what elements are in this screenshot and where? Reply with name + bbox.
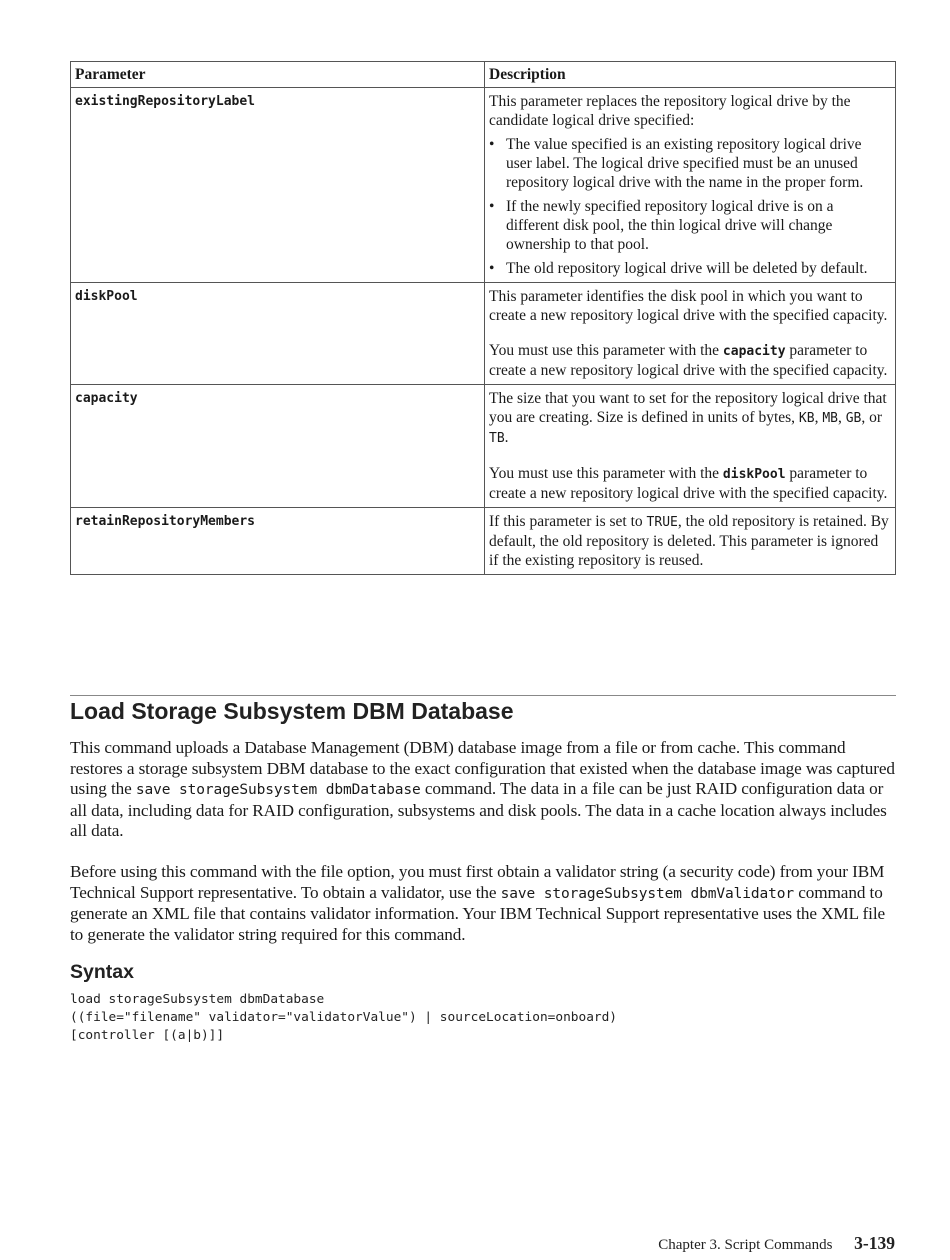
inline-code: capacity [722, 344, 786, 359]
inline-code: TB [489, 431, 505, 446]
parameter-description: If this parameter is set to TRUE, the old repository is retained. By default, the old repository is deleted. This parameter is ignored if the existing repository is reused. [485, 508, 896, 575]
parameter-table [70, 61, 896, 575]
description-intro: This parameter replaces the repository logical drive by the candidate logical drive specified: [489, 93, 851, 129]
inline-code: KB [798, 411, 815, 426]
table-row [71, 283, 896, 385]
inline-code: save storageSubsystem dbmValidator [500, 885, 795, 902]
bullet-icon: • [489, 136, 495, 153]
chapter-title: Chapter 3. Script Commands [658, 1237, 833, 1253]
parameter-table-container [70, 61, 896, 575]
inline-code: save storageSubsystem dbmDatabase [135, 782, 421, 798]
section-title: Load Storage Subsystem DBM Database [70, 698, 514, 724]
parameter-name: existingRepositoryLabel [71, 88, 485, 283]
list-item: • The old repository logical drive will be deleted by default. [489, 260, 868, 277]
parameter-name: diskPool [71, 283, 485, 385]
inline-code: TRUE [646, 515, 678, 530]
page-number: 3-139 [854, 1233, 895, 1253]
section-paragraph-1: This command uploads a Database Management (DBM) database image from a file or from cache. This command restores a storage subsystem DBM database to the exact configuration that existed when the database image was captured using the save storageSubsystem dbmDatabase command. The data in a file can be just RAID configuration data or all data, including data for RAID configuration, subsystems and disk pools. The data in a cache location always includes all data. [70, 738, 895, 840]
code-line: ((file="filename" validator="validatorValue") | sourceLocation=onboard) [70, 1010, 618, 1025]
section-divider [70, 695, 896, 696]
section-paragraph-2: Before using this command with the file option, you must first obtain a validator string (a security code) from your IBM Technical Support representative. To obtain a validator, use the save storageSubsystem dbmValidator command to generate an XML file that contains validator information. Your IBM Technical Support representative uses the XML file to generate the validator string required for this command. [70, 862, 886, 944]
code-line: [controller [(a|b)]] [70, 1028, 225, 1043]
inline-code: GB [845, 411, 862, 426]
list-item: • If the newly specified repository logical drive is on a different disk pool, the thin logical drive will change ownership to that pool. [489, 198, 834, 253]
table-header-row [71, 62, 896, 88]
bullet-icon: • [489, 198, 495, 215]
page-footer [658, 1233, 895, 1254]
syntax-code-block [70, 991, 617, 1045]
syntax-heading: Syntax [70, 961, 134, 983]
column-header-description: Description [485, 62, 896, 88]
list-item: • The value specified is an existing repository logical drive user label. The logical drive specified must be an unused repository logical drive with the name in the proper form. [489, 136, 864, 191]
description-bullet-list [489, 135, 890, 278]
column-header-parameter: Parameter [71, 62, 485, 88]
parameter-description: This parameter identifies the disk pool in which you want to create a new repository logical drive with the specified capacity. You must use this parameter with the capacity parameter to create a new repository logical drive with the specified capacity. [485, 283, 896, 385]
inline-code: MB [822, 411, 838, 426]
inline-code: diskPool [722, 467, 786, 482]
parameter-description [485, 88, 896, 283]
table-row [71, 88, 896, 283]
table-row [71, 385, 896, 508]
bullet-icon: • [489, 260, 495, 277]
code-line: load storageSubsystem dbmDatabase [70, 992, 325, 1007]
parameter-name: retainRepositoryMembers [71, 508, 485, 575]
parameter-description: The size that you want to set for the repository logical drive that you are creating. Size is defined in units of bytes, KB, MB, GB, or TB. You must use this parameter with the diskPool parameter to create a new repository logical drive with the specified capacity. [485, 385, 896, 508]
parameter-name: capacity [71, 385, 485, 508]
table-row [71, 508, 896, 575]
